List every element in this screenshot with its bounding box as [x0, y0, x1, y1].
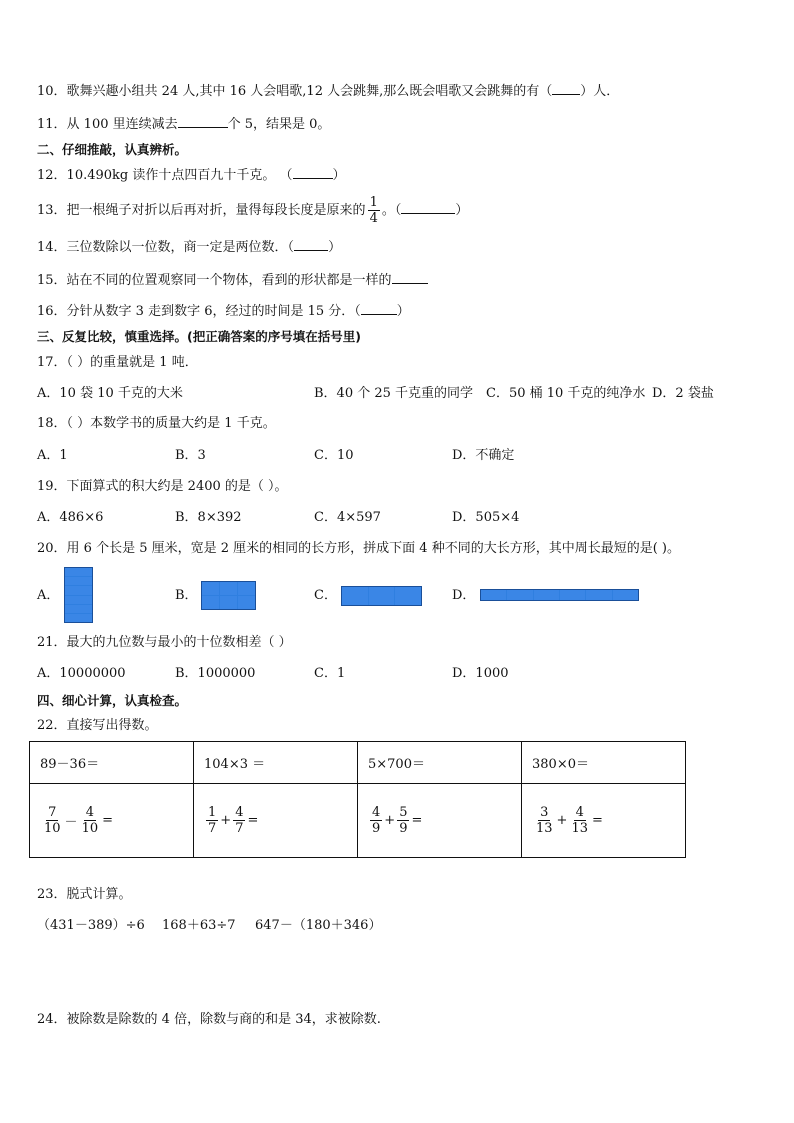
- calc-cell[interactable]: $\frac{3}{13}$ + $\frac{4}{13}$ =: [522, 784, 686, 858]
- question-number: 15．: [37, 273, 67, 288]
- question-10: [37, 82, 619, 101]
- question-number: 24．: [37, 1012, 67, 1027]
- question-text-end: ）人．: [580, 84, 620, 99]
- question-text: （ ）本数学书的质量大约是 1 千克。: [66, 416, 276, 431]
- table-row: [30, 742, 686, 784]
- question-24: [37, 1011, 381, 1029]
- option-d[interactable]: D．不确定: [452, 448, 515, 463]
- option-c[interactable]: C．4×597: [314, 510, 381, 525]
- question-14: [37, 238, 341, 257]
- option-a[interactable]: A．: [37, 588, 60, 603]
- question-number: 23．: [37, 887, 67, 902]
- option-a[interactable]: A．10 袋 10 千克的大米: [37, 386, 183, 401]
- option-a[interactable]: A．1: [37, 448, 68, 463]
- question-text: 最大的九位数与最小的十位数相差（ ）: [66, 635, 292, 650]
- option-c[interactable]: C．: [314, 588, 337, 603]
- question-text: 脱式计算。: [66, 887, 132, 902]
- question-number: 20．: [37, 541, 67, 556]
- calc-cell[interactable]: 380×0＝: [522, 742, 686, 784]
- option-c[interactable]: C．10: [314, 448, 354, 463]
- question-18: [37, 415, 276, 433]
- question-text: 10.490kg 读作十点四百九十千克。 （: [66, 168, 293, 183]
- question-23: [37, 886, 132, 904]
- option-b[interactable]: B．3: [175, 448, 206, 463]
- question-text-end: 个 5，结果是 0。: [227, 117, 331, 132]
- option-b[interactable]: B．8×392: [175, 510, 242, 525]
- answer-blank[interactable]: [293, 166, 333, 179]
- calc-cell[interactable]: $\frac{7}{10}$ － $\frac{4}{10}$ =: [30, 784, 194, 858]
- calc-cell[interactable]: 104×3 ＝: [194, 742, 358, 784]
- question-text: 站在不同的位置观察同一个物体，看到的形状都是一样的: [66, 273, 392, 288]
- option-c[interactable]: C．50 桶 10 千克的纯净水: [486, 386, 646, 401]
- question-22: [37, 717, 158, 735]
- question-text-end: ）: [455, 203, 469, 218]
- question-text: 把一根绳子对折以后再对折，量得每段长度是原来的: [66, 203, 366, 218]
- question-15: [37, 271, 428, 290]
- question-number: 12．: [37, 168, 67, 183]
- option-d[interactable]: D．: [452, 588, 476, 603]
- calculation-table: [29, 741, 686, 858]
- section-heading-3: 三、反复比较，慎重选择。(把正确答案的序号填在括号里): [37, 329, 361, 344]
- calc-cell[interactable]: 5×700＝: [358, 742, 522, 784]
- answer-blank[interactable]: [392, 271, 428, 284]
- option-a[interactable]: A．10000000: [37, 666, 126, 681]
- rectangle-figure-d: [480, 589, 639, 601]
- question-text: 被除数是除数的 4 倍，除数与商的和是 34，求被除数.: [66, 1012, 381, 1027]
- section-heading-4: 四、细心计算，认真检查。: [37, 693, 188, 708]
- option-d[interactable]: D．2 袋盐: [652, 386, 714, 401]
- question-number: 11．: [37, 117, 67, 132]
- expression-2: 168＋63÷7: [162, 918, 236, 933]
- expression-3: 647－（180＋346）: [255, 918, 382, 933]
- question-text-end: ）: [396, 304, 410, 319]
- question-text: 从 100 里连续减去: [66, 117, 178, 132]
- question-number: 13．: [37, 203, 67, 218]
- option-c[interactable]: C．1: [314, 666, 346, 681]
- question-12: [37, 166, 346, 185]
- question-11: [37, 115, 330, 134]
- answer-blank[interactable]: [178, 115, 228, 128]
- table-row: [30, 784, 686, 858]
- question-number: 16．: [37, 304, 67, 319]
- question-16: [37, 302, 410, 321]
- question-17: [37, 354, 198, 372]
- option-d[interactable]: D．505×4: [452, 510, 520, 525]
- section-heading-2: 二、仔细推敲，认真辨析。: [37, 142, 188, 157]
- question-13: [37, 193, 468, 229]
- question-text: 分针从数字 3 走到数字 6，经过的时间是 15 分．（: [66, 304, 361, 319]
- answer-blank[interactable]: [361, 302, 397, 315]
- calc-cell[interactable]: $\frac{4}{9}$ + $\frac{5}{9}$ =: [358, 784, 522, 858]
- question-text-end: ）: [328, 240, 342, 255]
- calc-cell[interactable]: 89－36＝: [30, 742, 194, 784]
- question-text: 用 6 个长是 5 厘米，宽是 2 厘米的相同的长方形，拼成下面 4 种不同的大长方形，其中周长最短的是( )。: [66, 541, 680, 556]
- calc-cell[interactable]: $\frac{1}{7}$ + $\frac{4}{7}$ =: [194, 784, 358, 858]
- question-text-mid: 。（: [381, 203, 402, 218]
- answer-blank[interactable]: [294, 238, 328, 251]
- answer-blank[interactable]: [552, 82, 580, 95]
- option-b[interactable]: B．: [175, 588, 198, 603]
- question-number: 19．: [37, 479, 67, 494]
- question-text: 直接写出得数。: [66, 718, 158, 733]
- question-text: （ ）的重量就是 1 吨．: [66, 355, 198, 370]
- question-number: 22．: [37, 718, 67, 733]
- question-text: 下面算式的积大约是 2400 的是（ ）。: [66, 479, 288, 494]
- question-number: 14．: [37, 240, 67, 255]
- fraction-one-quarter: $\frac{1}{4}$: [369, 195, 378, 226]
- rectangle-figure-b: [201, 581, 256, 610]
- question-21: [37, 634, 292, 652]
- question-number: 18．: [37, 416, 67, 431]
- option-a[interactable]: A．486×6: [37, 510, 104, 525]
- answer-blank[interactable]: [401, 201, 455, 214]
- question-number: 17．: [37, 355, 67, 370]
- expression-1: （431－389）÷6: [37, 918, 145, 933]
- rectangle-figure-a: [64, 567, 93, 623]
- rectangle-figure-c: [341, 586, 422, 606]
- question-number: 10．: [37, 84, 67, 99]
- question-text: 三位数除以一位数，商一定是两位数．（: [66, 240, 295, 255]
- question-19: [37, 478, 288, 496]
- question-text-end: ）: [332, 168, 346, 183]
- question-number: 21．: [37, 635, 67, 650]
- option-d[interactable]: D．1000: [452, 666, 509, 681]
- question-text: 歌舞兴趣小组共 24 人,其中 16 人会唱歌,12 人会跳舞,那么既会唱歌又会跳舞的有（: [66, 84, 553, 99]
- question-20: [37, 540, 680, 558]
- option-b[interactable]: B．1000000: [175, 666, 256, 681]
- option-b[interactable]: B．40 个 25 千克重的同学: [314, 386, 474, 401]
